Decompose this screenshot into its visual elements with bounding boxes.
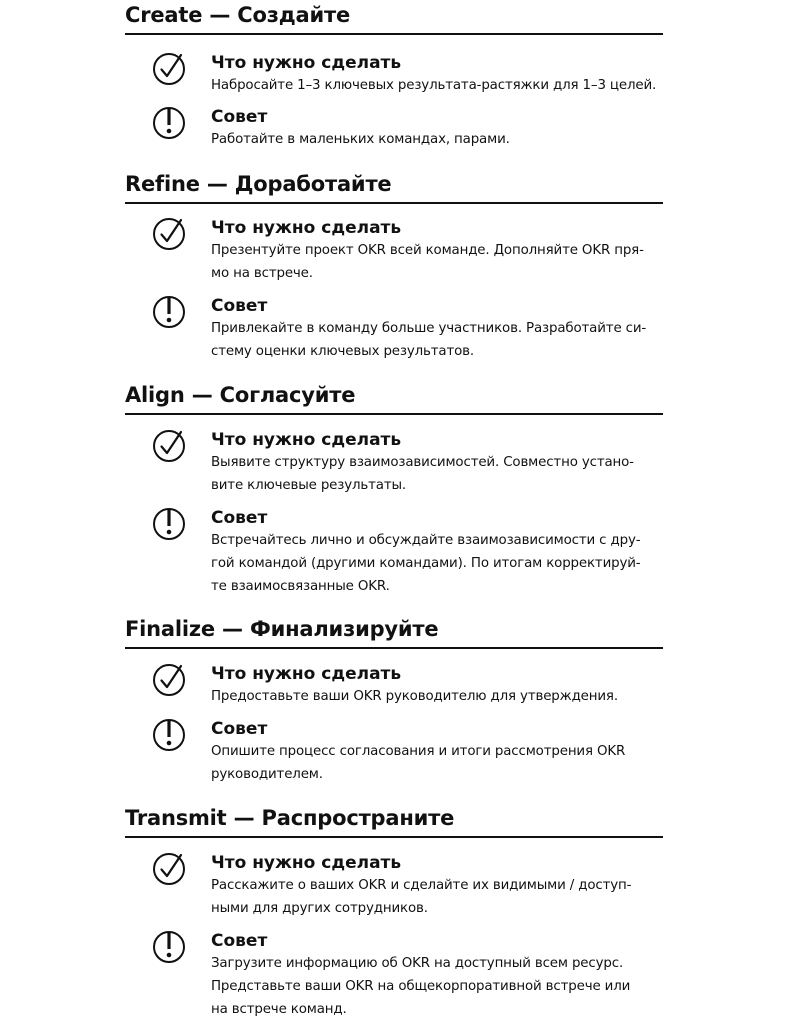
tip-text: Опишите процесс согласования и итоги рассмотрения OKR руководителем. — [211, 744, 626, 782]
section-finalize — [125, 616, 663, 782]
check-circle-icon — [152, 429, 186, 463]
section-refine — [125, 171, 663, 359]
tip-heading: Совет — [211, 508, 268, 528]
todo-heading: Что нужно сделать — [211, 430, 402, 450]
tip-text: Работайте в маленьких командах, парами. — [211, 132, 510, 147]
tip-text: Привлекайте в команду больше участников. Разработайте си- стему оценки ключевых результатов. — [211, 321, 647, 359]
todo-text: Расскажите о ваших OKR и сделайте их видимыми / доступ- ными для других сотрудников. — [211, 878, 632, 916]
section-title: Transmit — Распространите — [125, 806, 455, 830]
section-title: Align — Согласуйте — [125, 383, 356, 407]
exclamation-circle-icon — [152, 718, 186, 752]
exclamation-circle-icon — [152, 295, 186, 329]
tip-text: Загрузите информацию об OKR на доступный всем ресурс. Представьте ваши OKR на общекорпоративной встрече или на встрече команд. — [211, 956, 631, 1017]
todo-heading: Что нужно сделать — [211, 853, 402, 873]
tip-heading: Совет — [211, 296, 268, 316]
todo-text: Выявите структуру взаимозависимостей. Совместно устано- вите ключевые результаты. — [211, 455, 634, 493]
check-circle-icon — [152, 217, 186, 251]
section-title: Finalize — Финализируйте — [125, 617, 439, 641]
todo-text: Предоставьте ваши OKR руководителю для утверждения. — [211, 689, 618, 704]
todo-heading: Что нужно сделать — [211, 664, 402, 684]
section-divider — [125, 202, 663, 204]
todo-heading: Что нужно сделать — [211, 53, 402, 73]
check-circle-icon — [152, 663, 186, 697]
check-circle-icon — [152, 852, 186, 886]
todo-text: Набросайте 1–3 ключевых результата-растяжки для 1–3 целей. — [211, 78, 657, 93]
todo-heading: Что нужно сделать — [211, 218, 402, 238]
tip-text: Встречайтесь лично и обсуждайте взаимозависимости с дру- гой командой (другими командами). По итогам корректируй- те взаимосвязанные OKR. — [211, 533, 641, 594]
todo-text: Презентуйте проект OKR всей команде. Дополняйте OKR пря- мо на встрече. — [211, 243, 644, 281]
exclamation-circle-icon — [152, 106, 186, 140]
exclamation-circle-icon — [152, 930, 186, 964]
tip-heading: Совет — [211, 931, 268, 951]
check-circle-icon — [152, 52, 186, 86]
exclamation-circle-icon — [152, 507, 186, 541]
section-divider — [125, 33, 663, 35]
section-align — [125, 382, 663, 594]
section-title: Create — Создайте — [125, 3, 350, 27]
section-divider — [125, 647, 663, 649]
tip-heading: Совет — [211, 719, 268, 739]
tip-heading: Совет — [211, 107, 268, 127]
section-divider — [125, 836, 663, 838]
section-title: Refine — Доработайте — [125, 172, 392, 196]
section-transmit — [125, 805, 663, 1017]
section-create — [125, 2, 663, 147]
section-divider — [125, 413, 663, 415]
